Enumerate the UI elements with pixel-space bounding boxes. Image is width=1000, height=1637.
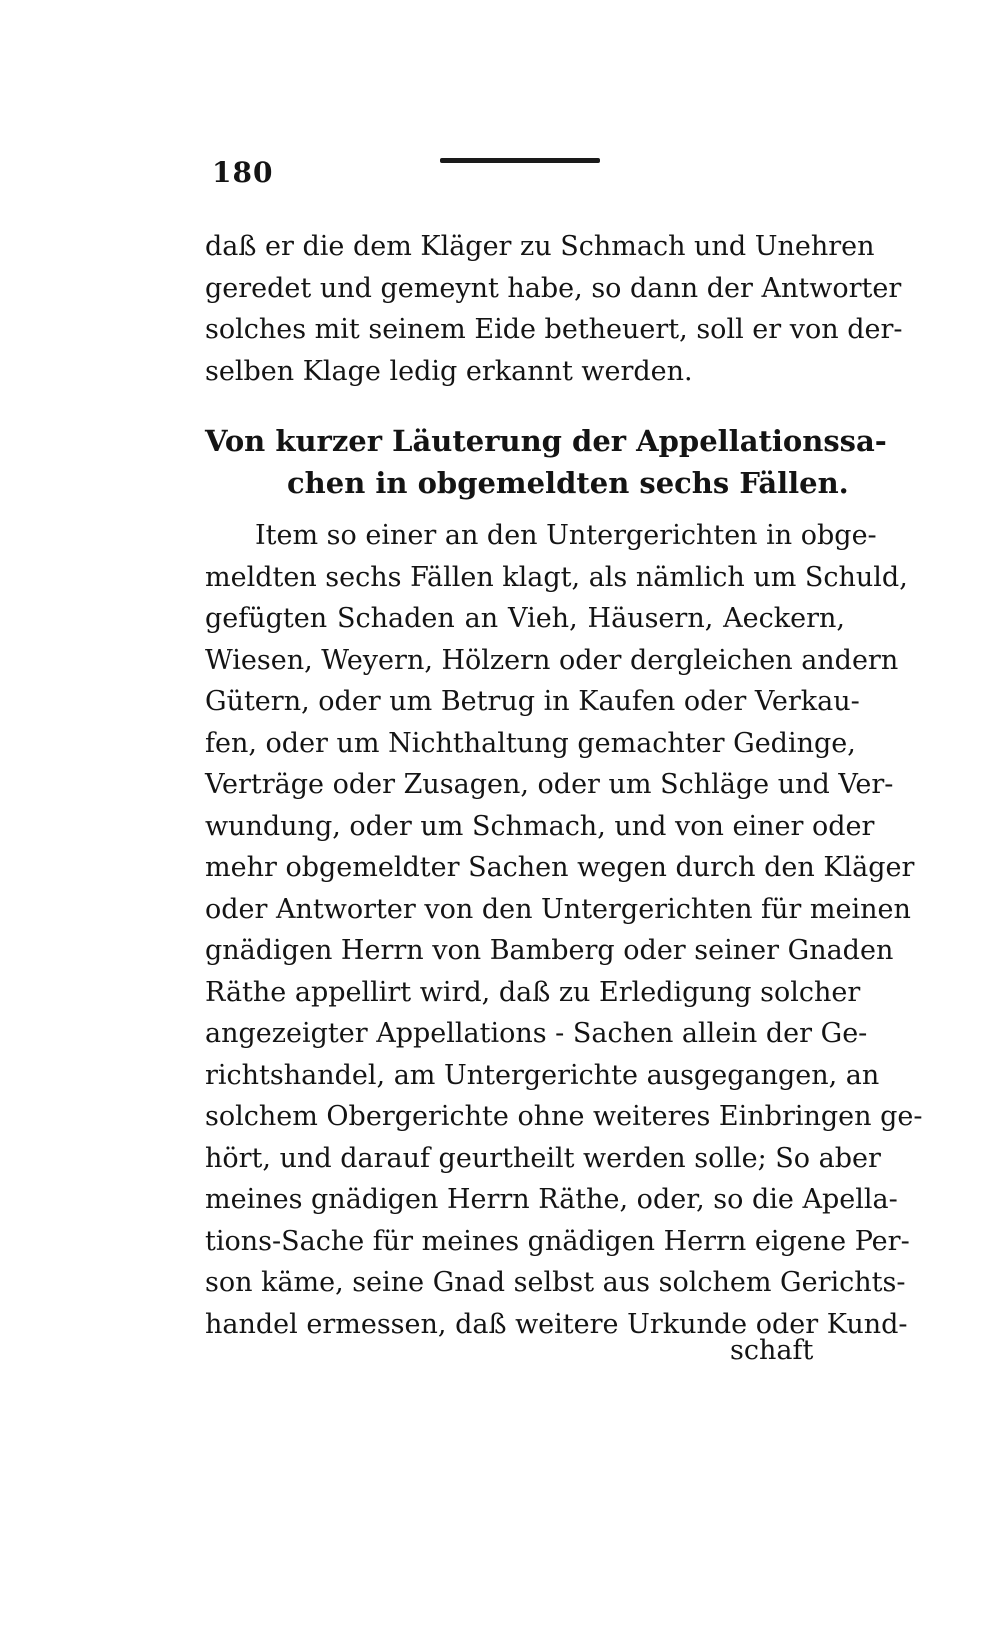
text-line: gefügten Schaden an Vieh, Häusern, Aeckern,: [205, 603, 845, 634]
text-line: selben Klage ledig erkannt werden.: [205, 355, 693, 387]
text-line: meldten sechs Fällen klagt, als nämlich um Schuld,: [205, 561, 908, 593]
section-heading: [205, 420, 887, 504]
paragraph-continuation: [205, 226, 903, 392]
text-line: wundung, oder um Schmach, und von einer oder: [205, 810, 875, 842]
catchword: schaft: [730, 1335, 814, 1366]
text-line: son käme, seine Gnad selbst aus solchem Gerichts-: [205, 1267, 906, 1298]
text-line: handel ermessen, daß weitere Urkunde oder Kund-: [205, 1308, 908, 1340]
text-line: Wiesen, Weyern, Hölzern oder dergleichen andern: [205, 644, 899, 676]
text-line: fen, oder um Nichthaltung gemachter Gedinge,: [205, 727, 856, 759]
text-line: tions-Sache für meines gnädigen Herrn eigene Per-: [205, 1225, 910, 1257]
text-line: angezeigter Appellations - Sachen allein der Ge-: [205, 1018, 868, 1049]
text-line: solches mit seinem Eide betheuert, soll er von der-: [205, 314, 903, 345]
header-rule: [440, 158, 600, 163]
text-line: solchem Obergerichte ohne weiteres Einbringen ge-: [205, 1101, 923, 1132]
paragraph-main: [205, 515, 923, 1345]
text-line: gnädigen Herrn von Bamberg oder seiner Gnaden: [205, 935, 894, 966]
text-line: Räthe appellirt wird, daß zu Erledigung solcher: [205, 976, 861, 1008]
text-line: Verträge oder Zusagen, oder um Schläge und Ver-: [205, 769, 894, 800]
text-line: richtshandel, am Untergerichte ausgegangen, an: [205, 1059, 880, 1091]
text-line: oder Antworter von den Untergerichten für meinen: [205, 893, 911, 925]
page-number: 180: [212, 156, 274, 189]
text-line: geredet und gemeynt habe, so dann der Antworter: [205, 272, 902, 304]
text-line: daß er die dem Kläger zu Schmach und Unehren: [205, 231, 875, 262]
text-line: Item so einer an den Untergerichten in obge-: [255, 520, 877, 551]
text-line: hört, und darauf geurtheilt werden solle; So aber: [205, 1142, 881, 1174]
text-line: meines gnädigen Herrn Räthe, oder, so die Apella-: [205, 1184, 898, 1215]
text-line: Gütern, oder um Betrug in Kaufen oder Verkau-: [205, 686, 860, 717]
text-line: mehr obgemeldter Sachen wegen durch den Kläger: [205, 852, 915, 883]
heading-line: Von kurzer Läuterung der Appellationssa-: [205, 424, 887, 458]
heading-line: chen in obgemeldten sechs Fällen.: [287, 466, 849, 500]
